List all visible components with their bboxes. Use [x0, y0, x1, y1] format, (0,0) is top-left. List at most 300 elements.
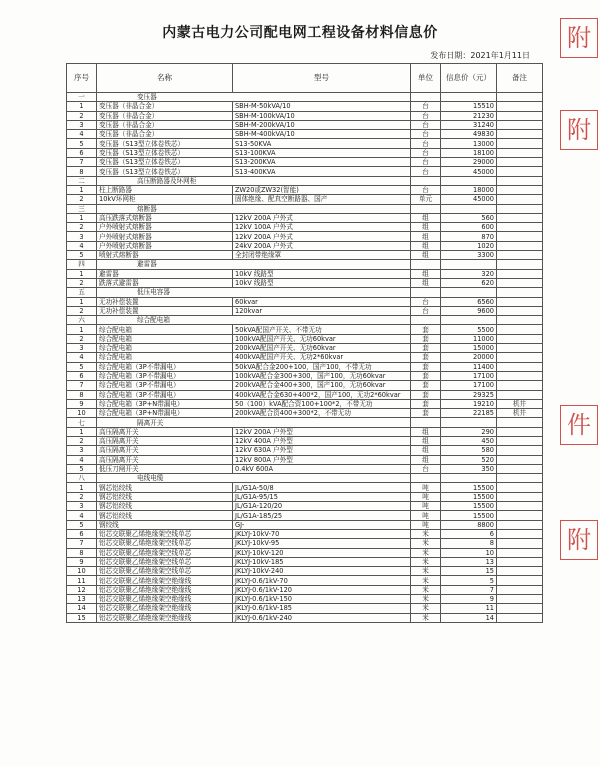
empty-cell — [497, 316, 543, 325]
item-price: 14 — [441, 613, 497, 622]
empty-cell — [411, 176, 441, 185]
item-unit: 套 — [411, 344, 441, 353]
item-unit: 米 — [411, 539, 441, 548]
item-price: 870 — [441, 232, 497, 241]
item-price: 11 — [441, 604, 497, 613]
item-note — [497, 595, 543, 604]
item-price: 20000 — [441, 353, 497, 362]
item-name: 铝芯交联聚乙烯绝缘架空绝缘线 — [97, 585, 233, 594]
item-model: SBH-M-400kVA/10 — [233, 130, 411, 139]
row-number: 2 — [67, 334, 97, 343]
table-row — [67, 539, 543, 548]
item-model: 50kVA配合金200+100，国产100，不带无功 — [233, 362, 411, 371]
table-row — [67, 306, 543, 315]
item-name: 户外喷射式熔断器 — [97, 232, 233, 241]
section-number: 七 — [67, 418, 97, 427]
item-model: 120kvar — [233, 306, 411, 315]
header-name: 名称 — [97, 64, 233, 93]
item-price: 13000 — [441, 139, 497, 148]
item-name: 铝芯交联聚乙烯绝缘架空线单芯 — [97, 567, 233, 576]
row-number: 6 — [67, 371, 97, 380]
item-price: 11000 — [441, 334, 497, 343]
table-row — [67, 167, 543, 176]
page-title: 内蒙古电力公司配电网工程设备材料信息价 — [162, 25, 438, 41]
item-name: 综合配电箱 — [97, 325, 233, 334]
row-number: 9 — [67, 399, 97, 408]
item-price: 8800 — [441, 520, 497, 529]
row-number: 8 — [67, 167, 97, 176]
item-model: 200kVA配合资400+300*2，不带无功 — [233, 409, 411, 418]
item-name: 变压器（非晶合金） — [97, 111, 233, 120]
table-row — [67, 223, 543, 232]
item-unit: 组 — [411, 455, 441, 464]
row-number: 2 — [67, 492, 97, 501]
item-model: 50（100）kVA配合资100+100*2，不带无功 — [233, 399, 411, 408]
item-name: 变压器（非晶合金） — [97, 102, 233, 111]
table-row — [67, 483, 543, 492]
empty-cell — [497, 260, 543, 269]
table-row — [67, 595, 543, 604]
item-note — [497, 213, 543, 222]
table-row — [67, 548, 543, 557]
item-name: 综合配电箱（3P不带漏电） — [97, 371, 233, 380]
item-note — [497, 604, 543, 613]
row-number: 8 — [67, 390, 97, 399]
item-price: 19210 — [441, 399, 497, 408]
row-number: 8 — [67, 548, 97, 557]
empty-cell — [497, 176, 543, 185]
section-number: 二 — [67, 176, 97, 185]
row-number: 7 — [67, 158, 97, 167]
item-model: JKLYJ-0.6/1kV-185 — [233, 604, 411, 613]
attachment-stamp: 附 — [560, 110, 598, 150]
section-title: 电线电缆 — [97, 474, 411, 483]
item-name: 综合配电箱（3P+N带漏电） — [97, 399, 233, 408]
row-number: 7 — [67, 539, 97, 548]
item-note — [497, 111, 543, 120]
item-unit: 台 — [411, 167, 441, 176]
table-row — [67, 102, 543, 111]
item-name: 铝芯交联聚乙烯绝缘架空绝缘线 — [97, 595, 233, 604]
item-unit: 吨 — [411, 511, 441, 520]
item-note — [497, 446, 543, 455]
item-unit: 套 — [411, 399, 441, 408]
item-note — [497, 353, 543, 362]
item-note — [497, 167, 543, 176]
section-row — [67, 204, 543, 213]
empty-cell — [497, 288, 543, 297]
header-unit: 单位 — [411, 64, 441, 93]
section-title: 熔断器 — [97, 204, 411, 213]
section-row — [67, 316, 543, 325]
table-row — [67, 464, 543, 473]
item-name: 铝芯交联聚乙烯绝缘架空线单芯 — [97, 529, 233, 538]
section-title: 高压断路器及环网柜 — [97, 176, 411, 185]
item-note — [497, 464, 543, 473]
item-name: 喷射式熔断器 — [97, 251, 233, 260]
item-note — [497, 539, 543, 548]
item-model: 50kVA配国产开关、不带无功 — [233, 325, 411, 334]
table-row — [67, 148, 543, 157]
item-model: JL/G1A-185/25 — [233, 511, 411, 520]
row-number: 13 — [67, 595, 97, 604]
table-row — [67, 251, 543, 260]
item-price: 17100 — [441, 381, 497, 390]
item-unit: 米 — [411, 557, 441, 566]
item-price: 520 — [441, 455, 497, 464]
item-unit: 组 — [411, 278, 441, 287]
item-unit: 米 — [411, 585, 441, 594]
item-note: 机井 — [497, 399, 543, 408]
item-name: 铝芯交联聚乙烯绝缘架空线单芯 — [97, 539, 233, 548]
item-unit: 米 — [411, 576, 441, 585]
section-number: 一 — [67, 93, 97, 102]
table-row — [67, 390, 543, 399]
item-note — [497, 362, 543, 371]
item-price: 29000 — [441, 158, 497, 167]
item-unit: 吨 — [411, 502, 441, 511]
item-price: 620 — [441, 278, 497, 287]
row-number: 6 — [67, 529, 97, 538]
row-number: 5 — [67, 362, 97, 371]
item-model: S13-100KVA — [233, 148, 411, 157]
item-model: 12kV 100A 户外式 — [233, 223, 411, 232]
item-price: 9600 — [441, 306, 497, 315]
table-row — [67, 139, 543, 148]
row-number: 1 — [67, 297, 97, 306]
empty-cell — [411, 316, 441, 325]
item-unit: 台 — [411, 120, 441, 129]
item-price: 5500 — [441, 325, 497, 334]
item-unit: 台 — [411, 464, 441, 473]
row-number: 1 — [67, 325, 97, 334]
item-price: 17100 — [441, 371, 497, 380]
empty-cell — [441, 260, 497, 269]
item-unit: 台 — [411, 102, 441, 111]
item-unit: 组 — [411, 446, 441, 455]
item-model: JL/G1A-50/8 — [233, 483, 411, 492]
row-number: 15 — [67, 613, 97, 622]
item-unit: 台 — [411, 297, 441, 306]
table-row — [67, 399, 543, 408]
item-name: 综合配电箱（3P+N带漏电） — [97, 409, 233, 418]
row-number: 10 — [67, 567, 97, 576]
publish-date: 发布日期：2021年1月11日 — [430, 51, 530, 60]
item-note: 机井 — [497, 409, 543, 418]
item-model: 10kV 线路型 — [233, 278, 411, 287]
item-model: 固体绝缘、配真空断路器、国产 — [233, 195, 411, 204]
item-model: JKLYJ-10kV-120 — [233, 548, 411, 557]
item-note — [497, 102, 543, 111]
item-unit: 套 — [411, 371, 441, 380]
row-number: 3 — [67, 502, 97, 511]
item-name: 10kV环网柜 — [97, 195, 233, 204]
item-model: 200kVA配合金400+300，国产100，无功60kvar — [233, 381, 411, 390]
item-model: JKLYJ-0.6/1kV-150 — [233, 595, 411, 604]
item-note — [497, 278, 543, 287]
item-price: 5 — [441, 576, 497, 585]
item-price: 9 — [441, 595, 497, 604]
item-model: S13-50KVA — [233, 139, 411, 148]
table-row — [67, 278, 543, 287]
row-number: 1 — [67, 185, 97, 194]
item-price: 8 — [441, 539, 497, 548]
table-row — [67, 241, 543, 250]
item-price: 11400 — [441, 362, 497, 371]
section-row — [67, 176, 543, 185]
item-unit: 套 — [411, 390, 441, 399]
item-name: 无功补偿装置 — [97, 306, 233, 315]
item-unit: 吨 — [411, 520, 441, 529]
item-note — [497, 306, 543, 315]
item-model: 10kV 线路型 — [233, 269, 411, 278]
empty-cell — [411, 260, 441, 269]
item-note — [497, 381, 543, 390]
table-row — [67, 520, 543, 529]
item-note — [497, 158, 543, 167]
item-model: 12kV 200A 户外型 — [233, 427, 411, 436]
item-unit: 套 — [411, 409, 441, 418]
table-row — [67, 232, 543, 241]
item-name: 铝芯交联聚乙烯绝缘架空绝缘线 — [97, 613, 233, 622]
item-note — [497, 436, 543, 445]
table-row — [67, 557, 543, 566]
row-number: 4 — [67, 241, 97, 250]
item-name: 综合配电箱（3P不带漏电） — [97, 390, 233, 399]
empty-cell — [497, 474, 543, 483]
row-number: 2 — [67, 111, 97, 120]
item-name: 综合配电箱 — [97, 334, 233, 343]
row-number: 11 — [67, 576, 97, 585]
item-unit: 米 — [411, 548, 441, 557]
item-model: 60kvar — [233, 297, 411, 306]
item-price: 6 — [441, 529, 497, 538]
row-number: 2 — [67, 306, 97, 315]
item-name: 钢芯铝绞线 — [97, 502, 233, 511]
item-name: 变压器（S13型立体卷铁芯） — [97, 139, 233, 148]
row-number: 14 — [67, 604, 97, 613]
item-model: 0.4kV 600A — [233, 464, 411, 473]
row-number: 4 — [67, 353, 97, 362]
item-price: 3300 — [441, 251, 497, 260]
table-header-row — [67, 64, 543, 93]
item-price: 1020 — [441, 241, 497, 250]
table-row — [67, 158, 543, 167]
item-price: 15500 — [441, 492, 497, 501]
table-row — [67, 455, 543, 464]
item-unit: 组 — [411, 269, 441, 278]
item-note — [497, 567, 543, 576]
empty-cell — [441, 176, 497, 185]
row-number: 4 — [67, 511, 97, 520]
item-model: 12kV 800A 户外型 — [233, 455, 411, 464]
table-row — [67, 585, 543, 594]
item-price: 15500 — [441, 502, 497, 511]
item-name: 高压隔离开关 — [97, 446, 233, 455]
item-unit: 套 — [411, 381, 441, 390]
item-note — [497, 269, 543, 278]
item-price: 49830 — [441, 130, 497, 139]
item-name: 无功补偿装置 — [97, 297, 233, 306]
row-number: 3 — [67, 120, 97, 129]
table-row — [67, 492, 543, 501]
table-row — [67, 409, 543, 418]
item-price: 600 — [441, 223, 497, 232]
item-name: 综合配电箱 — [97, 344, 233, 353]
item-name: 变压器（非晶合金） — [97, 120, 233, 129]
table-row — [67, 436, 543, 445]
row-number: 10 — [67, 409, 97, 418]
empty-cell — [497, 93, 543, 102]
item-model: 200kVA配国产开关、无功60kvar — [233, 344, 411, 353]
table-row — [67, 371, 543, 380]
item-name: 综合配电箱（3P不带漏电） — [97, 381, 233, 390]
empty-cell — [411, 418, 441, 427]
item-unit: 米 — [411, 529, 441, 538]
item-name: 高压隔离开关 — [97, 436, 233, 445]
item-note — [497, 492, 543, 501]
item-model: GJ- — [233, 520, 411, 529]
item-unit: 组 — [411, 436, 441, 445]
table-row — [67, 353, 543, 362]
item-model: 100kVA配国产开关、无功60kvar — [233, 334, 411, 343]
item-note — [497, 427, 543, 436]
item-note — [497, 241, 543, 250]
item-name: 综合配电箱 — [97, 353, 233, 362]
table-row — [67, 213, 543, 222]
item-price: 15500 — [441, 483, 497, 492]
item-price: 18100 — [441, 148, 497, 157]
item-name: 钢绞线 — [97, 520, 233, 529]
item-name: 铝芯交联聚乙烯绝缘架空线单芯 — [97, 557, 233, 566]
table-row — [67, 511, 543, 520]
item-model: S13-200KVA — [233, 158, 411, 167]
item-unit: 套 — [411, 362, 441, 371]
item-model: SBH-M-100kVA/10 — [233, 111, 411, 120]
item-unit: 米 — [411, 604, 441, 613]
item-price: 7 — [441, 585, 497, 594]
item-model: JKLYJ-0.6/1kV-240 — [233, 613, 411, 622]
attachment-stamp: 附 — [560, 18, 598, 58]
row-number: 1 — [67, 483, 97, 492]
item-unit: 吨 — [411, 483, 441, 492]
item-name: 低压刀闸开关 — [97, 464, 233, 473]
item-model: JL/G1A-95/15 — [233, 492, 411, 501]
item-note — [497, 344, 543, 353]
item-price: 15000 — [441, 344, 497, 353]
table-row — [67, 325, 543, 334]
item-price: 320 — [441, 269, 497, 278]
table-row — [67, 269, 543, 278]
item-price: 21230 — [441, 111, 497, 120]
item-price: 22185 — [441, 409, 497, 418]
row-number: 2 — [67, 223, 97, 232]
table-row — [67, 613, 543, 622]
item-model: JKLYJ-10kV-185 — [233, 557, 411, 566]
row-number: 3 — [67, 446, 97, 455]
item-model: 24kV 200A 户外式 — [233, 241, 411, 250]
empty-cell — [411, 204, 441, 213]
item-note — [497, 195, 543, 204]
item-model: SBH-M-50kVA/10 — [233, 102, 411, 111]
empty-cell — [411, 288, 441, 297]
row-number: 5 — [67, 139, 97, 148]
item-unit: 台 — [411, 139, 441, 148]
item-unit: 台 — [411, 306, 441, 315]
item-note — [497, 371, 543, 380]
item-model: 400kVA配合金630+400*2，国产100，无功2*60kvar — [233, 390, 411, 399]
item-note — [497, 297, 543, 306]
item-price: 15500 — [441, 511, 497, 520]
row-number: 5 — [67, 464, 97, 473]
item-price: 6560 — [441, 297, 497, 306]
item-note — [497, 613, 543, 622]
item-note — [497, 334, 543, 343]
item-model: 100kVA配合金300+300，国产100，无功60kvar — [233, 371, 411, 380]
table-row — [67, 195, 543, 204]
item-model: 400kVA配国产开关、无功2*60kvar — [233, 353, 411, 362]
item-model: JKLYJ-0.6/1kV-120 — [233, 585, 411, 594]
item-name: 户外喷射式熔断器 — [97, 241, 233, 250]
row-number: 5 — [67, 520, 97, 529]
item-note — [497, 390, 543, 399]
item-unit: 套 — [411, 353, 441, 362]
item-note — [497, 185, 543, 194]
section-row — [67, 93, 543, 102]
price-table — [66, 63, 543, 623]
section-title: 变压器 — [97, 93, 411, 102]
item-model: S13-400KVA — [233, 167, 411, 176]
item-note — [497, 130, 543, 139]
table-row — [67, 111, 543, 120]
empty-cell — [441, 288, 497, 297]
item-note — [497, 148, 543, 157]
item-note — [497, 325, 543, 334]
table-row — [67, 604, 543, 613]
item-price: 450 — [441, 436, 497, 445]
table-row — [67, 334, 543, 343]
item-model: JKLYJ-10kV-95 — [233, 539, 411, 548]
row-number: 1 — [67, 427, 97, 436]
item-note — [497, 455, 543, 464]
item-model: JL/G1A-120/20 — [233, 502, 411, 511]
item-name: 高压隔离开关 — [97, 455, 233, 464]
item-note — [497, 251, 543, 260]
item-unit: 组 — [411, 251, 441, 260]
item-name: 高压跌落式熔断器 — [97, 213, 233, 222]
row-number: 1 — [67, 269, 97, 278]
item-model: JKLYJ-10kV-70 — [233, 529, 411, 538]
item-price: 18000 — [441, 185, 497, 194]
table-row — [67, 297, 543, 306]
item-unit: 台 — [411, 148, 441, 157]
row-number: 6 — [67, 148, 97, 157]
header-note: 备注 — [497, 64, 543, 93]
item-name: 变压器（S13型立体卷铁芯） — [97, 158, 233, 167]
item-price: 15 — [441, 567, 497, 576]
empty-cell — [411, 474, 441, 483]
item-note — [497, 520, 543, 529]
section-title: 避雷器 — [97, 260, 411, 269]
row-number: 1 — [67, 102, 97, 111]
section-number: 五 — [67, 288, 97, 297]
row-number: 3 — [67, 344, 97, 353]
item-note — [497, 139, 543, 148]
table-row — [67, 567, 543, 576]
row-number: 4 — [67, 130, 97, 139]
item-price: 29325 — [441, 390, 497, 399]
item-note — [497, 232, 543, 241]
